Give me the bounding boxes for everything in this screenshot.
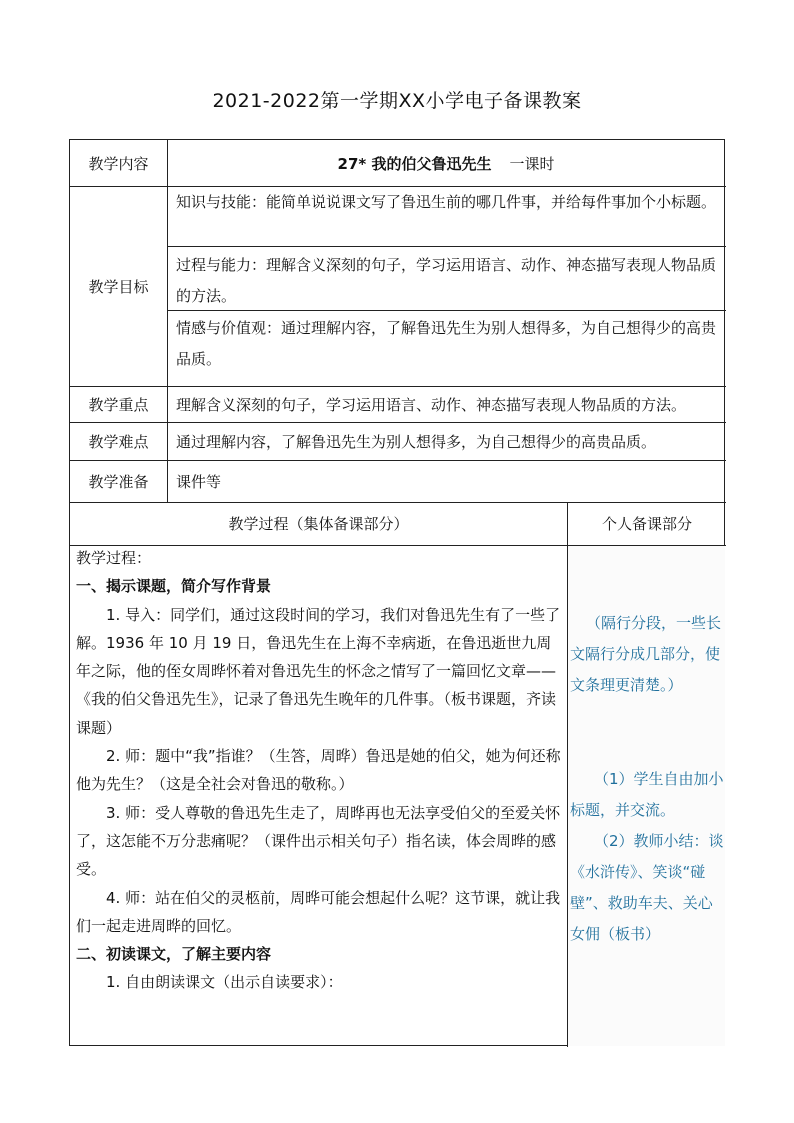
process-step-4: 4. 师：站在伯父的灵柩前，周晔可能会想起什么呢？这节课，就让我们一起走进周晔的回忆。: [76, 888, 561, 935]
process-step-2: 2. 师：题中“我”指谁？（生答，周晔）鲁迅是她的伯父，她为何还称他为先生？（这是全社会对鲁迅的敬称。）: [76, 747, 561, 794]
document-title: 2021-2022第一学期XX小学电子备课教案: [212, 90, 582, 112]
key-point-text: 理解含义深刻的句子，学习运用语言、动作、神态描写表现人物品质的方法。: [176, 396, 687, 414]
label-key-point: 教学重点: [88, 396, 149, 414]
label-difficulty: 教学难点: [88, 433, 149, 451]
process-step-1: 1. 导入：同学们，通过这段时间的学习，我们对鲁迅先生有了一些了解。1936 年 10 月 19 日，鲁迅先生在上海不幸病逝，在鲁迅逝世九周年之际，他的侄女周晔怀着对鲁迅先生的怀念之情写了一篇回忆文章——《我的伯父鲁迅先生》，记录了鲁迅先生晚年的几件事。（板书课题，齐读课题）: [76, 605, 561, 737]
difficulty-text: 通过理解内容，了解鲁迅先生为别人想得多，为自己想得少的高贵品质。: [176, 433, 657, 451]
note-segmenting: （隔行分段，一些长文隔行分成几部分，使文条理更清楚。）: [570, 614, 722, 694]
label-goals: 教学目标: [88, 278, 149, 296]
process-step-5: 1. 自由朗读课文（出示自读要求）：: [106, 973, 343, 992]
lesson-plan-table: [69, 139, 725, 1046]
row-divider: [70, 386, 726, 387]
lesson-title: [168, 140, 724, 186]
preparation-text: 课件等: [176, 473, 222, 491]
goal-knowledge: 知识与技能：能简单说说课文写了鲁迅生前的哪几件事，并给每件事加个小标题。: [176, 193, 717, 211]
personal-note-1: [570, 608, 724, 701]
personal-note-2: [570, 764, 724, 950]
lesson-period: 一课时: [509, 154, 555, 173]
teaching-process: [76, 544, 566, 997]
section-heading-1: 一、揭示课题，简介写作背景: [76, 577, 272, 596]
row-divider: [70, 460, 726, 461]
goal-divider: [168, 246, 726, 247]
row-divider: [70, 422, 726, 423]
note-student-titles: （1）学生自由加小标题，并交流。: [570, 770, 724, 819]
process-intro: 教学过程：: [76, 549, 152, 567]
lesson-name: 27* 我的伯父鲁迅先生: [337, 154, 492, 173]
label-content: 教学内容: [88, 154, 149, 173]
label-preparation: 教学准备: [88, 473, 149, 491]
section-heading-2: 二、初读课文，了解主要内容: [76, 945, 272, 964]
process-header-collective: 教学过程（集体备课部分）: [228, 515, 409, 533]
column-divider: [167, 140, 168, 502]
note-teacher-summary: （2）教师小结：谈《水浒传》、笑谈“碰壁”、救助车夫、关心女佣（板书）: [570, 832, 724, 943]
goal-emotion: 情感与价值观：通过理解内容，了解鲁迅先生为别人想得多，为自己想得少的高贵品质。: [176, 319, 717, 368]
goal-process: 过程与能力：理解含义深刻的句子，学习运用语言、动作、神态描写表现人物品质的方法。: [176, 256, 717, 305]
process-header-personal: 个人备课部分: [601, 515, 692, 533]
process-step-3: 3. 师：受人尊敬的鲁迅先生走了，周晔再也无法享受伯父的至爱关怀了，这怎能不万分悲痛呢？（课件出示相关句子）指名读，体会周晔的感受。: [76, 803, 561, 879]
